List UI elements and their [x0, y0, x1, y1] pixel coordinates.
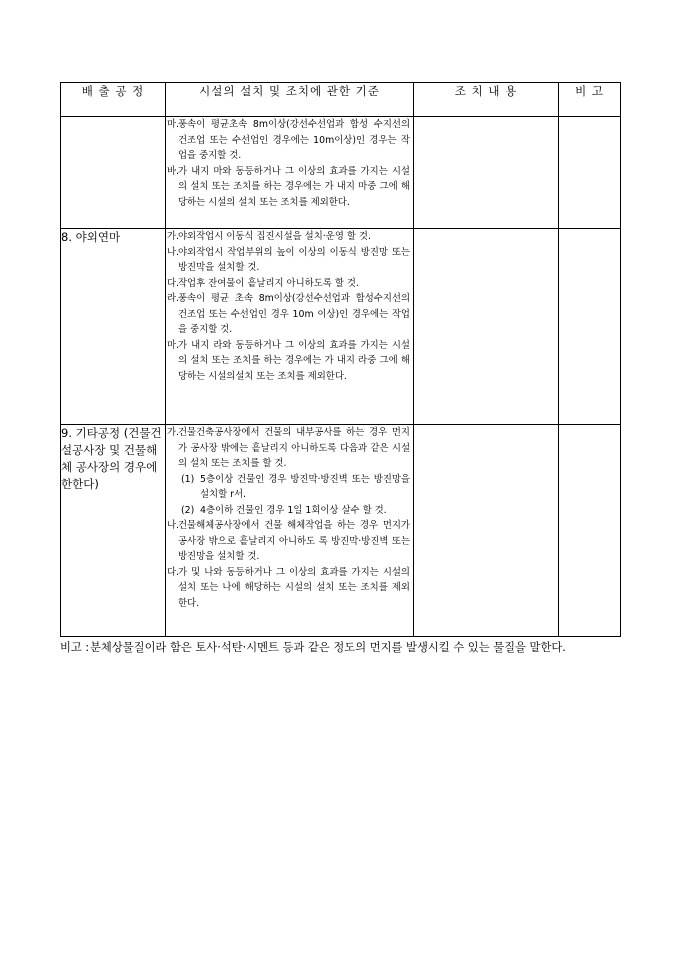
list-item: 바. 가 내지 마와 동등하거나 그 이상의 효과를 가지는 시설의 설치 또는 조치를 하는 경우에는 가 내지 마중 그에 해당하는 시설의 설치 또는 조치를 제외한다.	[167, 165, 410, 208]
footnote-text: 분체상물질이라 함은 토사·석탄·시멘트 등과 같은 정도의 먼지를 발생시킬 수 있는 물질을 말한다.	[90, 641, 566, 654]
sub-list-item: (2) 4층이하 건물인 경우 1일 1회이상 살수 할 것.	[181, 504, 387, 516]
footnote-label: 비고 :	[60, 641, 90, 654]
list-item: 라. 풍속이 평균 초속 8m이상(강선수선업과 합성수지선의 건조업 또는 수선업인 경우 10m 이상)인 경우에는 작업을 중지할 것.	[167, 293, 410, 335]
list-item: 다. 작업후 잔여물이 흩날리지 아니하도록 할 것.	[167, 277, 359, 289]
criteria-cell	[166, 425, 414, 637]
table-row-continued	[61, 117, 621, 229]
remarks-cell	[559, 425, 621, 637]
header-process: 배 출 공 정	[61, 83, 166, 117]
list-item: 나. 건물해체공사장에서 건물 해체작업을 하는 경우 먼지가 공사장 밖으로 흩날리지 아니하도 록 방진막·방진벽 또는 방진망을 설치할 것.	[167, 520, 410, 562]
list-item: 나. 야외작업시 작업부위의 높이 이상의 이동식 방진망 또는 방진막을 설치할 것.	[167, 246, 410, 273]
measures-cell	[414, 117, 559, 229]
table-header-row	[61, 83, 621, 117]
criteria-cell	[166, 117, 414, 229]
table-row-other-processes	[61, 425, 621, 637]
header-measures: 조 치 내 용	[414, 83, 559, 117]
list-item: 마. 풍속이 평균초속 8m이상(강선수선업과 합성 수지선의 건조업 또는 수선업인 경우에는 10m이상)인 경우는 작업을 중지할 것.	[167, 119, 410, 161]
header-criteria: 시설의 설치 및 조치에 관한 기준	[166, 83, 414, 117]
table-row-outdoor-grinding	[61, 229, 621, 425]
emission-standards-table	[60, 82, 621, 637]
remarks-cell	[559, 117, 621, 229]
process-cell: 9. 기타공정 (건물건설공사장 및 건물해체 공사장의 경우에 한한다)	[61, 425, 166, 637]
list-item: 마. 가 내지 라와 동등하거나 그 이상의 효과를 가지는 시설의 설치 또는 조치를 하는 경우에는 가 내지 라중 그에 해당하는 시설의설치 또는 조치를 제외한다.	[167, 339, 410, 382]
list-item: 가. 야외작업시 이동식 집진시설을 설치·운영 할 것.	[167, 231, 371, 242]
measures-cell	[414, 425, 559, 637]
sub-list-item: (1) 5층이상 건물인 경우 방진막·방진벽 또는 방진망을 설치할 r서.	[181, 473, 410, 500]
header-remarks: 비 고	[559, 83, 621, 117]
list-item: 다. 가 및 나와 동등하거나 그 이상의 효과를 가지는 시설의 설치 또는 나에 해당하는 시설의 설치 또는 조치를 제외한다.	[167, 566, 410, 609]
remarks-cell	[559, 229, 621, 425]
list-item: 가. 건물건축공사장에서 건물의 내부공사를 하는 경우 먼지가 공사장 밖에는 흩날리지 아니하도록 다음과 같은 시설의 설치 또는 조치를 할 것.	[167, 427, 410, 469]
criteria-cell	[166, 229, 414, 425]
process-cell-empty	[61, 117, 166, 229]
measures-cell	[414, 229, 559, 425]
process-cell: 8. 야외연마	[61, 229, 166, 425]
footnote	[60, 638, 620, 658]
